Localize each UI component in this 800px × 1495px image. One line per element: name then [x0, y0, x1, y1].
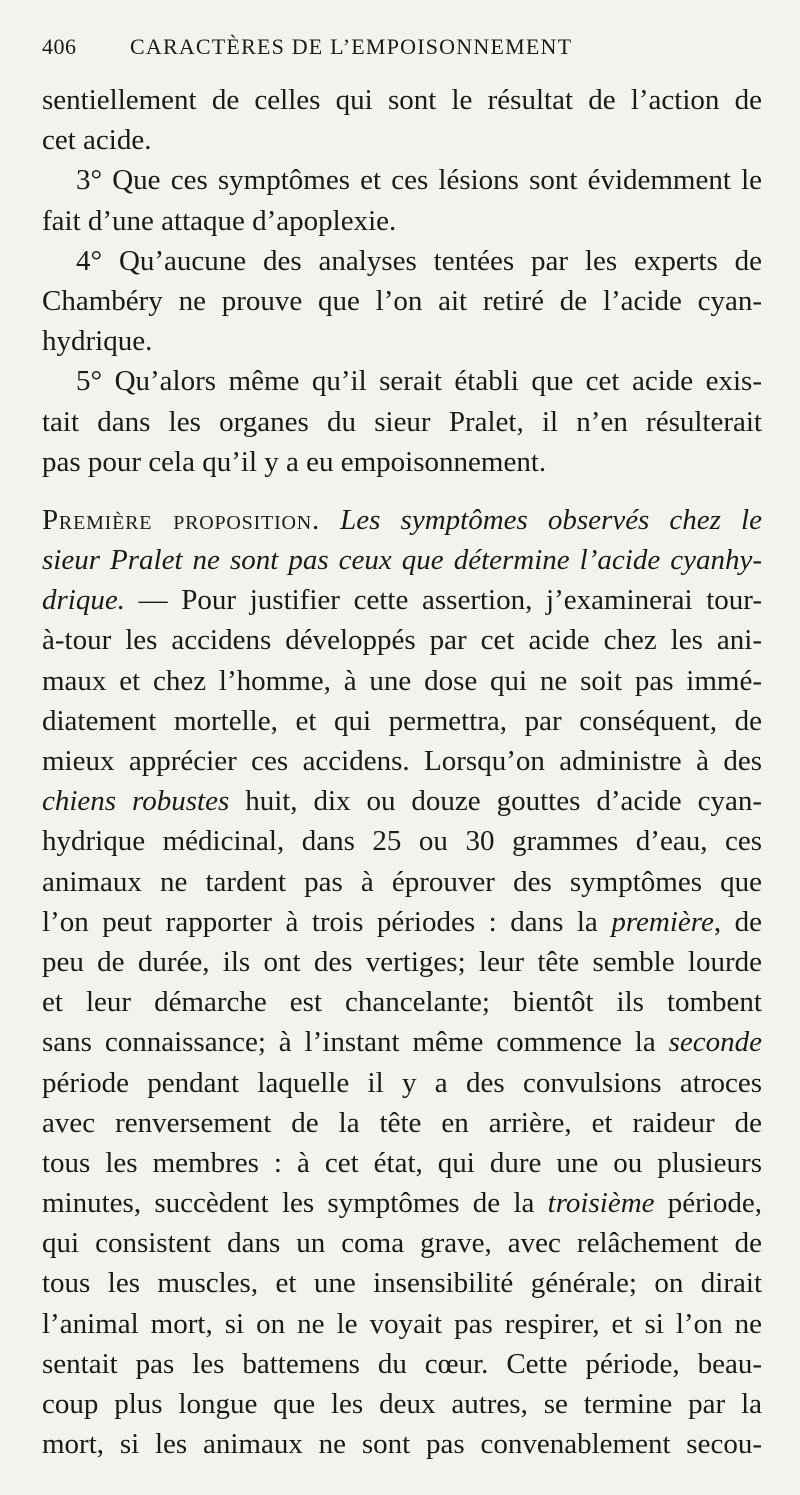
- text-run: — Pour justifier cette assertion, j’examinerai tour-: [124, 584, 762, 617]
- text-line: diatement mortelle, et qui permettra, par conséquent, de: [42, 704, 762, 737]
- text-run: période,: [654, 1187, 762, 1220]
- running-head: [42, 34, 762, 74]
- proposition-label: Première proposition.: [42, 503, 321, 536]
- text-line: l’animal mort, si on ne le voyait pas respirer, et si l’on ne: [42, 1307, 762, 1340]
- text-line: avec renversement de la tête en arrière, et raideur de: [42, 1106, 762, 1139]
- running-title: CARACTÈRES DE L’EMPOISONNEMENT: [130, 34, 573, 59]
- text-line: mort, si les animaux ne sont pas convenablement secou-: [42, 1428, 762, 1461]
- proposition-statement: Les symptômes observés chez le: [340, 503, 762, 536]
- text-line: Chambéry ne prouve que l’on ait retiré de l’acide cyan-: [42, 284, 762, 317]
- text-line: peu de durée, ils ont des vertiges; leur tête semble lourde: [42, 945, 762, 978]
- point-5-line: 5° Qu’alors même qu’il serait établi que cet acide exis-: [76, 365, 762, 398]
- italic-phrase: première: [611, 905, 714, 938]
- body-text: [42, 80, 762, 1464]
- text-line: fait d’une attaque d’apoplexie.: [42, 204, 397, 237]
- text-line: période pendant laquelle il y a des convulsions atroces: [42, 1066, 762, 1099]
- text-line: sentiellement de celles qui sont le résultat de l’action de: [42, 84, 762, 116]
- text-line: à-tour les accidens développés par cet acide chez les ani-: [42, 624, 762, 657]
- text-line: mieux apprécier ces accidens. Lorsqu’on administre à des: [42, 745, 762, 777]
- point-3-line: 3° Que ces symptômes et ces lésions sont évidemment le: [76, 164, 762, 197]
- text-line: [42, 1183, 762, 1223]
- text-run: l’on peut rapporter à trois périodes : dans la: [42, 905, 612, 938]
- text-line: maux et chez l’homme, à une dose qui ne soit pas immé-: [42, 664, 762, 697]
- text-line: [42, 781, 762, 821]
- text-run: minutes, succèdent les symptômes de la: [42, 1187, 548, 1220]
- text-line: [42, 580, 762, 620]
- italic-phrase: troisième: [547, 1187, 655, 1220]
- proposition-heading-line: [42, 500, 762, 540]
- text-line: [42, 902, 762, 942]
- text-line: [42, 1022, 762, 1062]
- text-line: tait dans les organes du sieur Pralet, il n’en résulterait: [42, 405, 762, 438]
- italic-phrase: chiens robustes: [42, 785, 230, 818]
- text-line: hydrique médicinal, dans 25 ou 30 grammes d’eau, ces: [42, 825, 762, 858]
- point-4-line: 4° Qu’aucune des analyses tentées par les experts de: [76, 244, 762, 277]
- text-line: tous les muscles, et une insensibilité générale; on dirait: [42, 1267, 762, 1300]
- text-line: [42, 540, 762, 580]
- page-number: 406: [42, 34, 77, 59]
- text-line: cet acide.: [42, 124, 152, 157]
- text-line: qui consistent dans un coma grave, avec relâchement de: [42, 1227, 762, 1260]
- text-line: et leur démarche est chancelante; bientôt ils tombent: [42, 986, 762, 1019]
- proposition-statement: sieur Pralet ne sont pas ceux que détermine l’acide cyanhy-: [42, 544, 762, 577]
- text-line: coup plus longue que les deux autres, se termine par la: [42, 1388, 762, 1420]
- text-run: sans connaissance; à l’instant même commence la: [42, 1026, 669, 1059]
- text-line: hydrique.: [42, 325, 153, 358]
- proposition-statement: drique.: [42, 584, 125, 617]
- text-line: tous les membres : à cet état, qui dure une ou plusieurs: [42, 1146, 762, 1179]
- paragraph-gap: [42, 482, 762, 500]
- text-run: , de: [713, 905, 762, 938]
- text-line: animaux ne tardent pas à éprouver des symptômes que: [42, 865, 762, 898]
- text-run: huit, dix ou douze gouttes d’acide cyan-: [229, 785, 762, 818]
- text-line: sentait pas les battemens du cœur. Cette période, beau-: [42, 1347, 762, 1380]
- text-line: pas pour cela qu’il y a eu empoisonnement.: [42, 445, 547, 478]
- italic-phrase: seconde: [668, 1026, 762, 1059]
